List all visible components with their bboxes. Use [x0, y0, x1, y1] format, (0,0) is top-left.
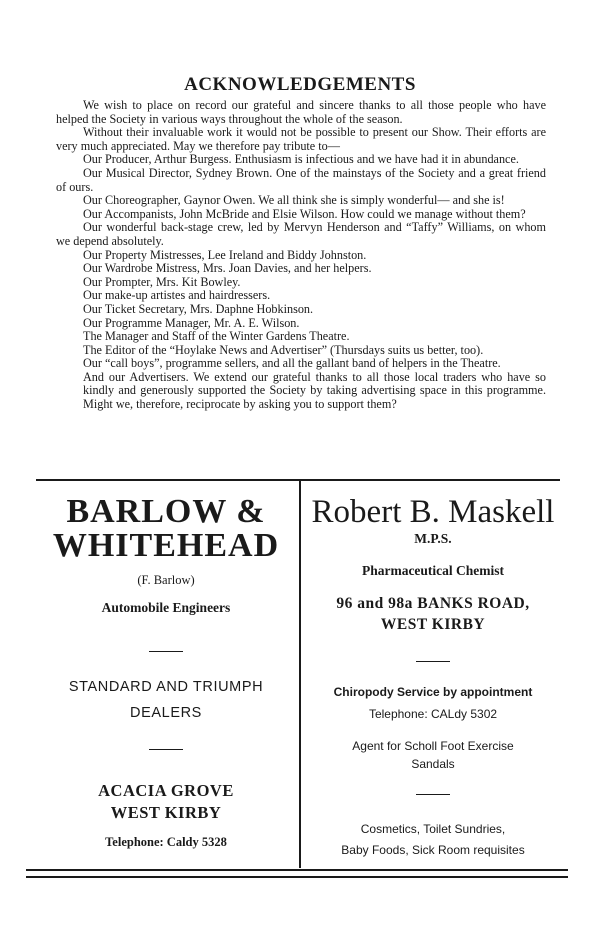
goods-line2: Baby Foods, Sick Room requisites [341, 843, 525, 857]
telephone: Telephone: CALdy 5302 [368, 707, 498, 721]
paragraph: Our Musical Director, Sydney Brown. One of the mainstays of the Society and a great friend of ours. [56, 165, 546, 194]
paragraph: Our Accompanists, John McBride and Elsie Wilson. How could we manage without them? [83, 206, 526, 221]
advertiser-name-line2: WHITEHEAD [52, 527, 280, 564]
service-line: Chiropody Service by appointment [333, 685, 533, 699]
acknowledgements-body [56, 99, 546, 412]
dealers-line1: STANDARD AND TRIUMPH [68, 679, 264, 695]
divider-dash [416, 661, 450, 662]
address-line1: ACACIA GROVE [98, 781, 234, 800]
paragraph: The Editor of the “Hoylake News and Advertiser” (Thursdays suits us better, too). [83, 342, 484, 357]
paragraph: Without their invaluable work it would not be possible to present our Show. Their efforts are very much appreciated. May we therefore pay tribute to— [56, 125, 546, 153]
paragraph: Our wonderful back-stage crew, led by Mervyn Henderson and “Taffy” Williams, on whom we depend absolutely. [56, 220, 546, 248]
paragraph: Our Programme Manager, Mr. A. E. Wilson. [83, 315, 300, 330]
goods-line1: Cosmetics, Toilet Sundries, [360, 822, 506, 836]
page-title: ACKNOWLEDGEMENTS [184, 74, 416, 95]
paragraph: Our make-up artistes and hairdressers. [83, 288, 271, 303]
divider-dash [149, 651, 183, 652]
paragraph: Our Choreographer, Gaynor Owen. We all think she is simply wonderful— and she is! [83, 193, 505, 208]
paragraph: Our Prompter, Mrs. Kit Bowley. [83, 274, 241, 289]
advertiser-qualification: M.P.S. [414, 531, 452, 546]
paragraph: Our Ticket Secretary, Mrs. Daphne Hobkinson. [83, 301, 314, 316]
dealers-line2: DEALERS [130, 705, 202, 721]
paragraph: Our “call boys”, programme sellers, and all the gallant band of helpers in the Theatre. [83, 356, 501, 371]
advertiser-subname: (F. Barlow) [137, 573, 195, 587]
divider-dash [149, 749, 183, 750]
paragraph: We wish to place on record our grateful and sincere thanks to all those people who have helped the Society in various ways throughout the whole of the season. [56, 98, 546, 126]
agent-line2: Sandals [411, 757, 455, 771]
ads-bottom-rule [26, 869, 568, 871]
paragraph: Our Producer, Arthur Burgess. Enthusiasm is infectious and we have had it in abundance. [83, 152, 519, 167]
address-line1: 96 and 98a BANKS ROAD, [336, 595, 530, 612]
ad-barlow-whitehead [36, 481, 296, 869]
paragraph: The Manager and Staff of the Winter Gardens Theatre. [83, 329, 350, 344]
advertisers-paragraph: And our Advertisers. We extend our grateful thanks to all those local traders who have so kindly and generously supported the Society by taking advertising space in this programme. Might we, therefore, reciprocate by asking you to support them? [83, 369, 546, 412]
paragraph: Our Property Mistresses, Lee Ireland and Biddy Johnston. [83, 247, 367, 262]
ads-bottom-rule-lower [26, 876, 568, 878]
divider-dash [416, 794, 450, 795]
ad-robert-maskell [306, 481, 560, 869]
advertiser-trade: Pharmaceutical Chemist [361, 563, 505, 578]
paragraph: Our Wardrobe Mistress, Mrs. Joan Davies, and her helpers. [83, 261, 372, 276]
ads-divider-rule [299, 481, 301, 868]
advertiser-name-line1: BARLOW & [66, 493, 266, 530]
telephone: Telephone: Caldy 5328 [105, 835, 227, 849]
agent-line1: Agent for Scholl Foot Exercise [352, 739, 514, 753]
advertiser-name: Robert B. Maskell [311, 494, 555, 530]
address-line2: WEST KIRBY [380, 616, 486, 633]
address-line2: WEST KIRBY [110, 803, 222, 822]
advertiser-trade: Automobile Engineers [101, 600, 231, 615]
